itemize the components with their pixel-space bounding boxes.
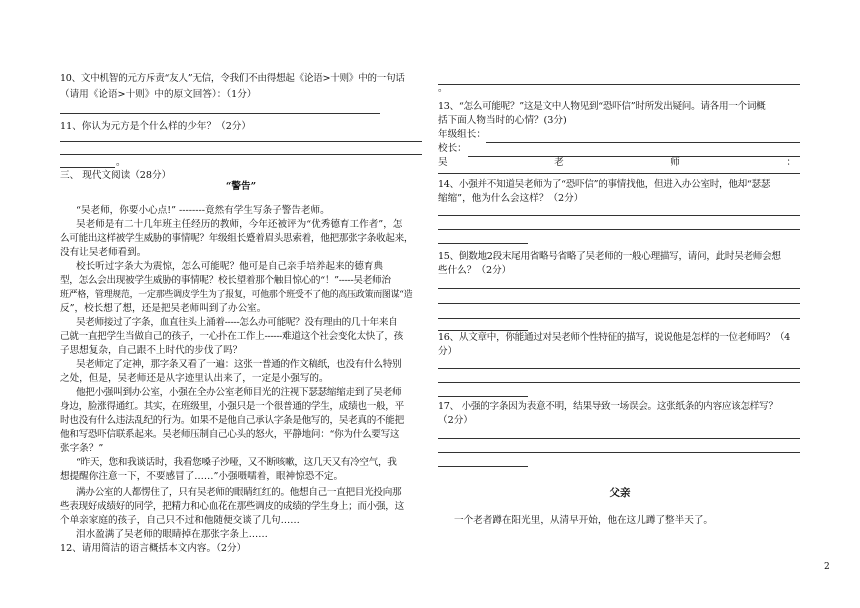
answer-line bbox=[438, 215, 800, 216]
page-number: 2 bbox=[824, 562, 830, 572]
paragraph-line: 张字条？” bbox=[60, 443, 104, 454]
paragraph-line: 子思想复杂，自己跟不上时代的步伐了吗？ bbox=[60, 345, 243, 356]
question-11: 11、你认为元方是个什么样的少年？（2分） bbox=[60, 121, 251, 132]
paragraph-line: 想提醒你注意一下，不要感冒了……”小强嗫嚅着，眼神惊恐不定。 bbox=[60, 471, 344, 482]
top-period: 。 bbox=[438, 83, 448, 94]
answer-line bbox=[438, 382, 800, 383]
paragraph-line: 满办公室的人都愣住了，只有吴老师的眼睛红红的。他想自己一直把目光投向那 bbox=[76, 487, 402, 498]
question-13-line1: 13、“怎么可能呢？”这是文中人物见到“恐吓信”时所发出疑问。请各用一个词概 bbox=[438, 101, 766, 112]
next-article-first-line: 一个老者蹲在阳光里，从清早开始，他在这儿蹲了整半天了。 bbox=[454, 515, 714, 526]
question-11-period: 。 bbox=[116, 157, 126, 168]
label-teacher-wu bbox=[438, 156, 796, 170]
paragraph-line: 己就一直把学生当做自己的孩子，一心扑在工作上------难道这个社会变化太快了，孩 bbox=[60, 331, 403, 342]
label-char: 老 bbox=[554, 157, 564, 168]
paragraph-line: “吴老师，你要小心点!” --------竟然有学生写条子警告老师。 bbox=[76, 205, 330, 216]
answer-line bbox=[438, 303, 800, 304]
answer-line bbox=[438, 288, 800, 289]
question-12: 12、请用简洁的语言概括本文内容。（2分） bbox=[60, 543, 247, 554]
question-16-line2: 分） bbox=[438, 346, 458, 357]
paragraph-line: 没有让吴老师看到。 bbox=[60, 247, 147, 258]
answer-line bbox=[438, 368, 800, 369]
paragraph-line: 他和写恐吓信联系起来。吴老师压制自己心头的怒火，平静地问：“你为什么要写这 bbox=[60, 429, 400, 440]
question-17-line2: （2分） bbox=[438, 415, 473, 426]
answer-line bbox=[438, 243, 528, 244]
question-16-line1: 16、从文章中，你能通过对吴老师个性特征的描写，说说他是怎样的一位老师吗？（4 bbox=[438, 332, 790, 343]
paragraph-line: 他把小强叫到办公室，小强在全办公室老师目光的注视下瑟瑟缩缩走到了吴老师 bbox=[76, 387, 402, 398]
answer-line bbox=[438, 84, 800, 85]
answer-line bbox=[486, 142, 800, 143]
paragraph-line: 身边，脸涨得通红。其实，在班级里，小强只是一个很普通的学生，成绩也一般，平 bbox=[60, 401, 404, 412]
question-14-line1: 14、小强并不知道吴老师为了“恐吓信”的事情找他，但进入办公室时，他却“瑟瑟 bbox=[438, 179, 771, 190]
paragraph-line: “昨天，您和我谈话时，我看您嗓子沙哑，又不断咳嗽，这几天又有冷空气，我 bbox=[76, 457, 397, 468]
question-17-line1: 17、 小强的字条因为表意不明，结果导致一场误会。这张纸条的内容应该怎样写？ bbox=[438, 401, 778, 412]
question-10-line1: 10、文中机智的元方斥责“友人”无信，令我们不由得想起《论语>十则》中的一句话 bbox=[60, 73, 405, 84]
answer-line bbox=[60, 154, 422, 155]
answer-line bbox=[60, 167, 115, 168]
paragraph-line: 反”，校长想了想，还是把吴老师叫到了办公室。 bbox=[60, 303, 267, 314]
answer-line bbox=[438, 438, 800, 439]
answer-line bbox=[438, 452, 800, 453]
label-grade-leader: 年级组长： bbox=[438, 129, 486, 140]
label-char: ： bbox=[786, 157, 796, 168]
question-15-line2: 些什么？（2分） bbox=[438, 265, 512, 276]
paragraph-line: 些表现好成绩好的同学，把精力和心血花在那些调皮的成绩的学生身上；而小强，这 bbox=[60, 501, 404, 512]
label-principal: 校长： bbox=[438, 143, 467, 154]
paragraph-line: 之处，但是，吴老师还是从字迹里认出来了，一定是小强写的。 bbox=[60, 373, 329, 384]
answer-line bbox=[438, 173, 800, 174]
paragraph-line: 班严格，管理规范，一定那些调皮学生为了报复，可他那个班受不了他的高压政策而图谋“造 bbox=[60, 290, 413, 300]
section-3-heading: 三、 现代文阅读（28分） bbox=[60, 170, 172, 181]
label-char: 吴 bbox=[438, 157, 448, 168]
question-14-line2: 缩缩”，他为什么会这样？（2分） bbox=[438, 193, 584, 204]
answer-line bbox=[60, 141, 422, 142]
paragraph-line: 校长听过字条大为震惊，怎么可能呢？他可是自己亲手培养起来的德育典 bbox=[76, 261, 383, 272]
paragraph-line: 泪水盈满了吴老师的眼睛掉在那张字条上…… bbox=[76, 529, 268, 540]
question-15-line1: 15、倒数地2段末尾用省略号省略了吴老师的一般心理描写，请问，此时吴老师会想 bbox=[438, 251, 781, 262]
answer-line bbox=[438, 396, 528, 397]
paragraph-line: 型，怎么会出现被学生威胁的事情呢？校长望着那个触目惊心的“！”-----吴老师治 bbox=[60, 275, 391, 286]
paragraph-line: 个单亲家庭的孩子，自己只不过和他随便交谈了几句…… bbox=[60, 515, 300, 526]
paragraph-line: 么可能出这样被学生威胁的事情呢？年级组长蹙着眉头思索着，他把那张字条收起来， bbox=[60, 233, 414, 244]
article-title: “警告” bbox=[225, 181, 257, 192]
answer-line bbox=[438, 318, 800, 319]
paragraph-line: 吴老师是有二十几年班主任经历的教师，今年还被评为“优秀德育工作者”，怎 bbox=[76, 219, 403, 230]
answer-line bbox=[438, 229, 800, 230]
paragraph-line: 吴老师接过了字条，血直往头上涌着-----怎么办可能呢？没有理由的几十年来自 bbox=[76, 317, 398, 328]
label-char: 师 bbox=[670, 157, 680, 168]
paragraph-line: 时也没有什么违法乱纪的行为。如果不是他自己承认字条是他写的，吴老真的不能把 bbox=[60, 415, 404, 426]
paragraph-line: 吴老师定了定神，那字条又看了一遍：这张一普通的作文稿纸，也没有什么特别 bbox=[76, 359, 402, 370]
question-10-line2: （请用《论语>十则》中的原文回答）：（1分） bbox=[60, 89, 257, 100]
question-13-line2: 括下面人物当时的心情？(3分) bbox=[438, 115, 567, 126]
answer-line bbox=[60, 113, 380, 114]
answer-line bbox=[438, 466, 528, 467]
next-article-title: 父亲 bbox=[609, 487, 631, 499]
